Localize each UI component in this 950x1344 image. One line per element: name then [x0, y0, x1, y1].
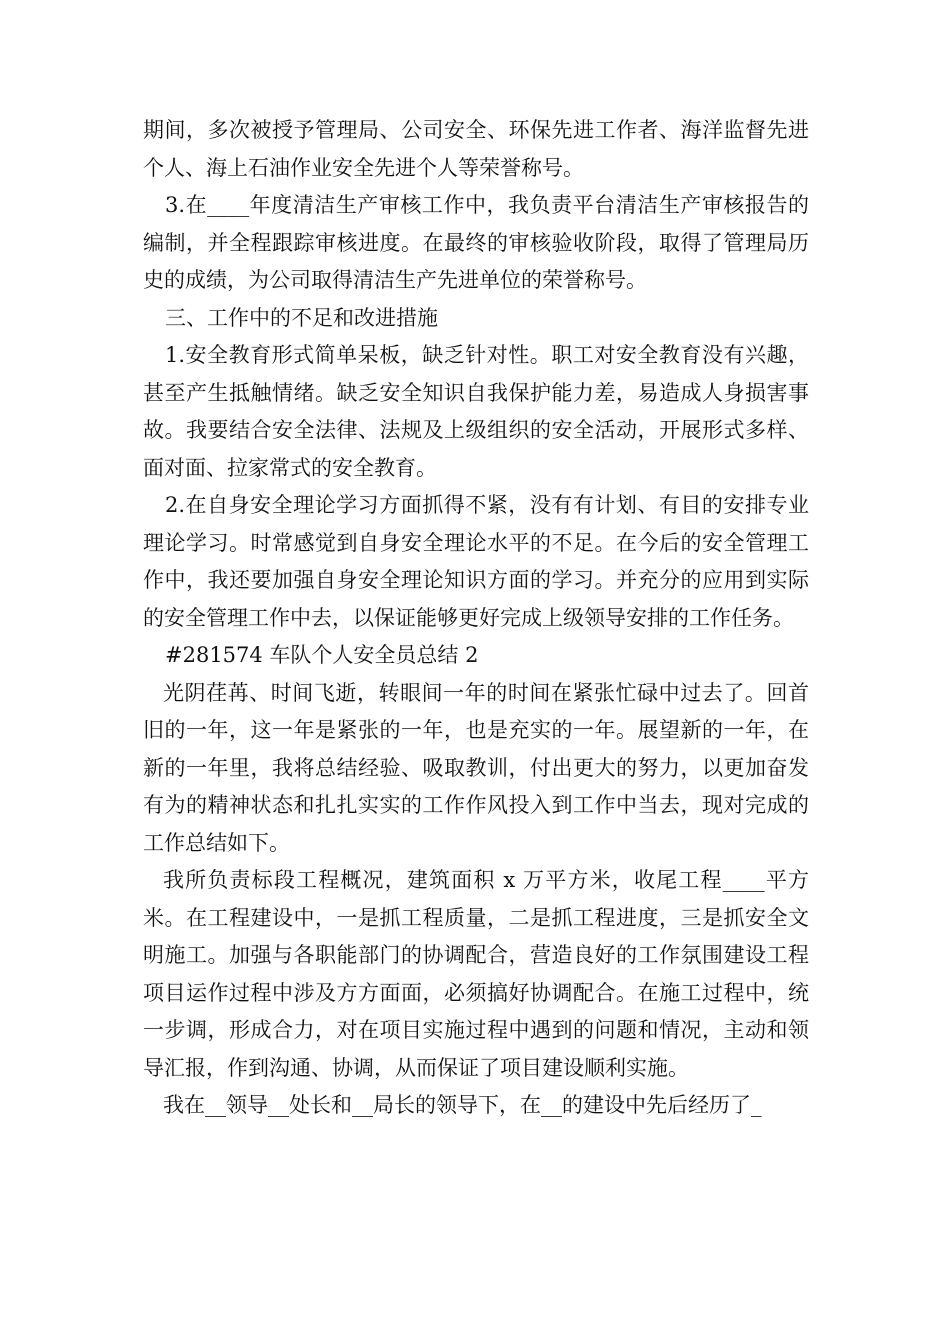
paragraph-shortcoming-1: 1.安全教育形式简单呆板，缺乏针对性。职工对安全教育没有兴趣，甚至产生抵触情绪。缺乏安全知识自我保护能力差，易造成人身损害事故。我要结合安全法律、法规及上级组织的安全活动，开展形式多样、面对面、拉家常式的安全教育。 [143, 343, 809, 480]
paragraph-clean-production: 3.在____年度清洁生产审核工作中，我负责平台清洁生产审核报告的编制，并全程跟踪审核进度。在最终的审核验收阶段，取得了管理局历史的成绩，为公司取得清洁生产先进单位的荣誉称号。 [143, 193, 809, 292]
paragraph-project-overview: 我所负责标段工程概况，建筑面积 x 万平方米，收尾工程____平方米。在工程建设中，一是抓工程质量，二是抓工程进度，三是抓安全文明施工。加强与各职能部门的协调配合，营造良好的工作氛围建设工程项目运作过程中涉及方方面面，必须搞好协调配合。在施工过程中，统一步调，形成合力，对在项目实施过程中遇到的问题和情况，主动和领导汇报，作到沟通、协调，从而保证了项目建设顺利实施。 [143, 868, 809, 1080]
document-subtitle: #281574 车队个人安全员总结 2 [165, 643, 479, 667]
paragraph-honors: 期间，多次被授予管理局、公司安全、环保先进工作者、海洋监督先进个人、海上石油作业安全先进个人等荣誉称号。 [143, 118, 809, 180]
paragraph-shortcoming-2: 2.在自身安全理论学习方面抓得不紧，没有有计划、有目的安排专业理论学习。时常感觉到自身安全理论水平的不足。在今后的安全管理工作中，我还要加强自身安全理论知识方面的学习。并充分的应用到实际的安全管理工作中去，以保证能够更好完成上级领导安排的工作任务。 [143, 493, 809, 630]
document-page [143, 112, 809, 1125]
section-heading-shortcomings: 三、工作中的不足和改进措施 [165, 305, 438, 330]
paragraph-leadership: 我在__领导__处长和__局长的领导下，在__的建设中先后经历了_ [163, 1093, 762, 1117]
paragraph-intro: 光阴荏苒、时间飞逝，转眼间一年的时间在紧张忙碌中过去了。回首旧的一年，这一年是紧张的一年，也是充实的一年。展望新的一年，在新的一年里，我将总结经验、吸取教训，付出更大的努力，以更加奋发有为的精神状态和扎扎实实的工作作风投入到工作中当去，现对完成的工作总结如下。 [143, 680, 809, 855]
